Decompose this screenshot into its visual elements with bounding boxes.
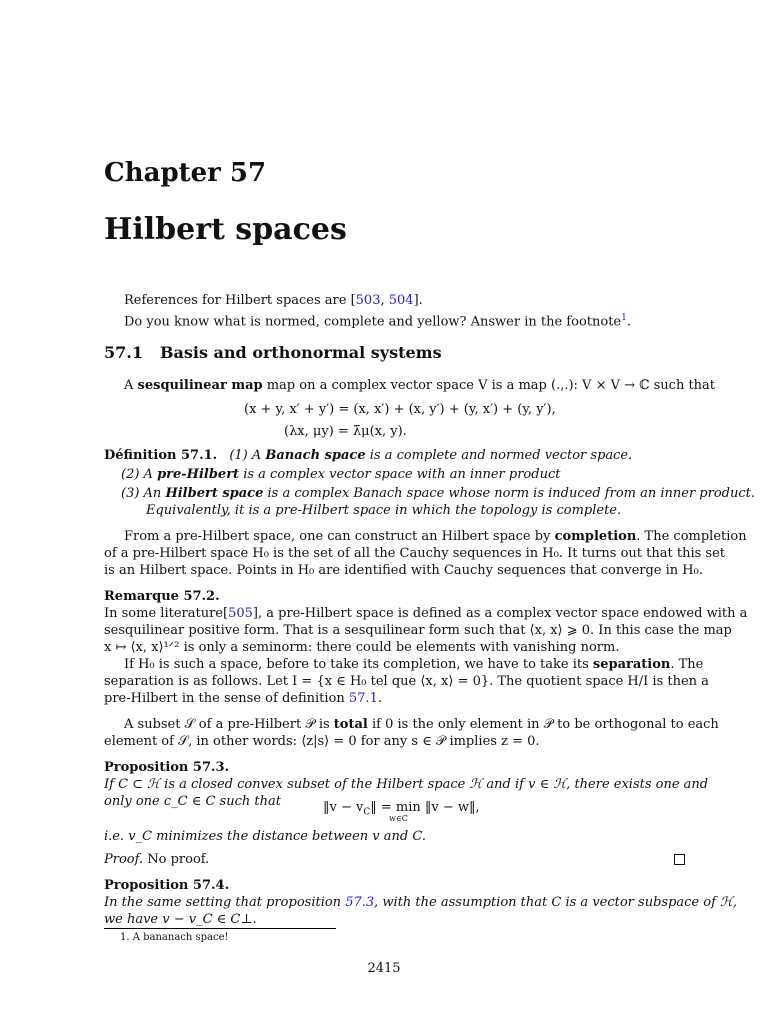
- total-line-1: [124, 716, 719, 734]
- eq-min-subscript: w∈C: [389, 814, 408, 823]
- ref-link-503[interactable]: 503: [355, 293, 381, 308]
- section-number: 57.1: [104, 343, 143, 362]
- intro-end: .: [626, 314, 631, 330]
- remark-line-3: x ↦ ⟨x, x⟩¹ᐟ² is only a seminorm: there could be elements with vanishing norm.: [104, 640, 620, 655]
- completion-post: . The completion: [636, 529, 747, 544]
- definition-line-1: [104, 447, 632, 465]
- ref-link-def-57-1[interactable]: 57.1: [348, 691, 378, 706]
- eq-lhs: ‖v − v: [323, 800, 364, 815]
- completion-line-1: [124, 528, 747, 546]
- def-item-1-pre: (1) A: [229, 448, 266, 463]
- def-item-1-post: is a complete and normed vector space.: [365, 448, 633, 463]
- intro-suffix: ].: [413, 293, 423, 308]
- proposition-57-3-line-2: only one c_C ∈ C such that: [104, 794, 281, 809]
- footnote-text: 1. A bananach space!: [120, 932, 229, 943]
- def-item-2-pre: (2) A: [121, 467, 158, 482]
- remark-post: ], a pre-Hilbert space is defined as a complex vector space endowed with a: [252, 606, 748, 621]
- remark-def-post: .: [377, 691, 382, 706]
- remark-line-6: [104, 690, 382, 708]
- total-post: if 0 is the only element in 𝒫 to be orthogonal to each: [367, 717, 719, 732]
- separation-term: separation: [592, 657, 671, 672]
- total-term: total: [333, 717, 368, 732]
- total-pre: A subset 𝒮 of a pre-Hilbert 𝒫 is: [124, 717, 334, 732]
- proposition-57-4-line-1: [104, 894, 737, 912]
- sesq-pre: A: [124, 378, 138, 393]
- proof-line: [104, 851, 209, 869]
- remark-line-5: separation is as follows. Let I = {x ∈ H₀ tel que ⟨x, x⟩ = 0}. The quotient space H/I is then a: [104, 674, 709, 689]
- eq-sub: C: [363, 807, 371, 818]
- section-title: Basis and orthonormal systems: [160, 343, 442, 362]
- definition-label: Définition 57.1.: [104, 448, 218, 463]
- completion-pre: From a pre-Hilbert space, one can construct an Hilbert space by: [124, 529, 555, 544]
- chapter-label: Chapter 57: [104, 158, 267, 188]
- separation-post: . The: [670, 657, 704, 672]
- prop4-post: , with the assumption that C is a vector subspace of ℋ,: [374, 895, 737, 910]
- ref-link-prop-57-3[interactable]: 57.3: [345, 895, 375, 910]
- section-heading: [104, 343, 442, 362]
- prop4-pre: In the same setting that proposition: [104, 895, 346, 910]
- def-item-2-term: pre-Hilbert: [157, 467, 240, 482]
- qed-square-icon: [674, 854, 685, 865]
- definition-line-3: [121, 485, 755, 503]
- separation-pre: If H₀ is such a space, before to take its completion, we have to take its: [124, 657, 593, 672]
- footnote-rule: [104, 928, 336, 929]
- sesq-post: map on a complex vector space V is a map (.,.): V × V → ℂ such that: [262, 378, 716, 393]
- page-number: 2415: [367, 961, 401, 976]
- proposition-57-4-line-2: we have v − v_C ∈ C⊥.: [104, 912, 257, 927]
- intro-line-1: [124, 292, 423, 310]
- total-line-2: element of 𝒮, in other words: ⟨z|s⟩ = 0 for any s ∈ 𝒫 implies z = 0.: [104, 734, 540, 749]
- remark-def-pre: pre-Hilbert in the sense of definition: [104, 691, 349, 706]
- def-item-2-post: is a complex vector space with an inner product: [239, 467, 561, 482]
- eq-mid: ‖ = min ‖v − w‖,: [370, 800, 480, 815]
- chapter-title: Hilbert spaces: [104, 212, 347, 247]
- definition-line-4: Equivalently, it is a pre-Hilbert space in which the topology is complete.: [146, 503, 622, 518]
- remark-line-2: sesquilinear positive form. That is a sesquilinear form such that ⟨x, x⟩ ⩾ 0. In this case the map: [104, 623, 732, 638]
- ref-link-504[interactable]: 504: [388, 293, 414, 308]
- completion-line-2: of a pre-Hilbert space H₀ is the set of all the Cauchy sequences in H₀. It turns out that this set: [104, 546, 726, 561]
- proof-text: No proof.: [143, 852, 210, 867]
- equation-scalar: (λx, μy) = λ̄μ(x, y).: [284, 424, 407, 439]
- remark-line-4: [124, 656, 703, 674]
- proposition-57-3-line-3: i.e. v_C minimizes the distance between v and C.: [104, 829, 426, 844]
- sesquilinear-paragraph: [124, 377, 715, 395]
- completion-line-3: is an Hilbert space. Points in H₀ are identified with Cauchy sequences that converge in H₀.: [104, 563, 703, 578]
- def-item-3-pre: (3) An: [121, 486, 166, 501]
- ref-link-505[interactable]: 505: [228, 606, 253, 621]
- proposition-57-3-label: Proposition 57.3.: [104, 760, 230, 775]
- proof-label: Proof.: [104, 852, 144, 867]
- proposition-57-4-label: Proposition 57.4.: [104, 878, 230, 893]
- equation-additivity: (x + y, x′ + y′) = (x, x′) + (x, y′) + (y, x′) + (y, y′),: [244, 402, 556, 417]
- remark-line-1: [104, 605, 747, 623]
- remark-pre: In some literature[: [104, 606, 229, 621]
- definition-line-2: [121, 466, 560, 484]
- sesq-term: sesquilinear map: [137, 378, 263, 393]
- def-item-3-term: Hilbert space: [165, 486, 264, 501]
- intro-sep: ,: [380, 293, 389, 308]
- def-item-1-term: Banach space: [265, 448, 366, 463]
- footnote-mark-link[interactable]: 1: [621, 313, 627, 323]
- def-item-3-post: is a complex Banach space whose norm is induced from an inner product.: [263, 486, 756, 501]
- intro-prefix: References for Hilbert spaces are [: [124, 293, 356, 308]
- intro-question: Do you know what is normed, complete and yellow? Answer in the footnote: [124, 314, 622, 330]
- completion-term: completion: [554, 529, 637, 544]
- remark-label: Remarque 57.2.: [104, 589, 220, 604]
- intro-line-2: [124, 309, 631, 331]
- proposition-57-3-line-1: If C ⊂ ℋ is a closed convex subset of the Hilbert space ℋ and if v ∈ ℋ, there exists one and: [104, 777, 709, 792]
